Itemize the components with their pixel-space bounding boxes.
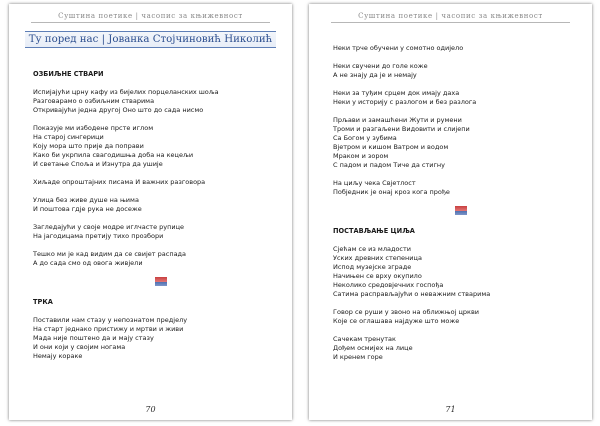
poem-line: И поштова гдје рука не досеже bbox=[33, 205, 142, 213]
poem-ozbiljne-stvari bbox=[33, 70, 280, 268]
stanza bbox=[333, 89, 580, 107]
stanza bbox=[33, 316, 280, 361]
stanza bbox=[333, 44, 580, 53]
poem-title: ТРКА bbox=[33, 298, 53, 306]
poem-line: На старој сингерици bbox=[33, 133, 104, 141]
poem-line: На старт једнако пристижу и мртви и живи bbox=[33, 325, 184, 333]
stanza bbox=[333, 179, 580, 197]
poem-line: Неки за туђим срцем док имају даха bbox=[333, 89, 460, 97]
poem-line: Троми и разгаљени Видовити и слијепи bbox=[333, 125, 470, 133]
poem-line: Поставили нам стазу у непознатом предјелу bbox=[33, 316, 188, 324]
stanza bbox=[33, 124, 280, 169]
poem-title: ПОСТАВЉАЊЕ ЦИЉА bbox=[333, 227, 415, 235]
poem-trka bbox=[33, 298, 280, 361]
poem-line: Тешко ми је кад видим да се свијет распада bbox=[33, 250, 187, 258]
left-page bbox=[9, 4, 292, 420]
poem-line: Улица без живе душе на њима bbox=[33, 196, 139, 204]
poem-line: Немају кораке bbox=[33, 352, 83, 360]
poem-line: Коју мора што прије да поправи bbox=[33, 142, 144, 150]
stanza bbox=[33, 250, 280, 268]
poem-line: Говор се руши у звоно на оближњој цркви bbox=[333, 308, 479, 316]
header-rule bbox=[331, 22, 570, 23]
poem-line: Како би укрпила свагодишња доба на кецељи bbox=[33, 151, 194, 159]
poem-line: На циљу чека Свјетлост bbox=[333, 179, 416, 187]
stanza bbox=[333, 62, 580, 80]
poem-line: Испод музејске зграде bbox=[333, 263, 412, 271]
page-number: 70 bbox=[145, 405, 156, 414]
poem-line: Уских древних степеница bbox=[333, 254, 422, 262]
right-page bbox=[309, 4, 592, 420]
poem-line: Мраком и зором bbox=[333, 152, 389, 160]
poem-line: Мада није поштено да и мају стазу bbox=[33, 334, 154, 342]
poem-line: Прљави и замашћени Жути и румени bbox=[333, 116, 462, 124]
stanza bbox=[333, 335, 580, 362]
poem-line: Побједник је онај кроз кога прође bbox=[333, 188, 450, 196]
poem-title: ОЗБИЉНЕ СТВАРИ bbox=[33, 70, 104, 78]
stanza bbox=[333, 308, 580, 326]
running-header: Суштина поетике | часопис за књижевност bbox=[358, 12, 543, 20]
section-divider-icon bbox=[455, 206, 467, 215]
poem-line: А не знају да је и немају bbox=[333, 71, 417, 79]
poem-line: Разговарамо о озбиљним стварима bbox=[33, 97, 155, 105]
poem-line: Са Богом у зубима bbox=[333, 134, 397, 142]
poem-line: Начињен се врху окупило bbox=[333, 272, 422, 280]
stanza bbox=[33, 196, 280, 214]
left-content bbox=[33, 70, 280, 370]
poem-line: И они који у својим ногама bbox=[33, 343, 126, 351]
poem-line: И кренем горе bbox=[333, 353, 383, 361]
poem-line: Сачекам тренутак bbox=[333, 335, 396, 343]
header-rule bbox=[31, 22, 270, 23]
section-divider-icon bbox=[155, 277, 167, 286]
article-title: Ту поред нас | Јованка Стојчиновић Николић bbox=[25, 31, 276, 48]
poem-line: Откривајући једна другој Оно што до сада нисмо bbox=[33, 106, 204, 114]
poem-postavljanje-cilja bbox=[333, 227, 580, 362]
poem-line: Вјетром и кишом Ватром и водом bbox=[333, 143, 449, 151]
poem-trka-continued bbox=[333, 44, 580, 197]
poem-line: С падом и падом Тиче да стигну bbox=[333, 161, 445, 169]
poem-line: Показује ми избодене прсте иглом bbox=[33, 124, 154, 132]
page-number: 71 bbox=[445, 405, 456, 414]
poem-line: Неколико средовјечних госпођа bbox=[333, 281, 444, 289]
poem-line: И светање Споља и Изнутра да ушије bbox=[33, 160, 163, 168]
poem-line: Неки у историју с разлогом и без разлога bbox=[333, 98, 477, 106]
poem-line: Дођем осмијех на лице bbox=[333, 344, 413, 352]
poem-line: На јагодицама претију тихо прозбори bbox=[33, 232, 164, 240]
running-header: Суштина поетике | часопис за књижевност bbox=[58, 12, 243, 20]
stanza bbox=[333, 245, 580, 299]
poem-line: Сјећам се из младости bbox=[333, 245, 412, 253]
poem-line: Сатима расправљајући о неважним стварима bbox=[333, 290, 491, 298]
poem-line: Неки трче обучени у сомотно одијело bbox=[333, 44, 464, 52]
poem-line: Загледајући у своје модре иглчасте рупице bbox=[33, 223, 185, 231]
stanza bbox=[33, 88, 280, 115]
poem-line: А до сада смо од овога живјели bbox=[33, 259, 143, 267]
right-content bbox=[333, 44, 580, 371]
stanza bbox=[33, 223, 280, 241]
stanza bbox=[333, 116, 580, 170]
poem-line: Испијајући црну кафу из бијелих порцеланских шоља bbox=[33, 88, 219, 96]
poem-line: Неки свучени до голе коже bbox=[333, 62, 428, 70]
poem-line: Хиљаде опроштајних писама И важних разговора bbox=[33, 178, 206, 186]
poem-line: Које се оглашава најдуже што може bbox=[333, 317, 460, 325]
stanza bbox=[33, 178, 280, 187]
